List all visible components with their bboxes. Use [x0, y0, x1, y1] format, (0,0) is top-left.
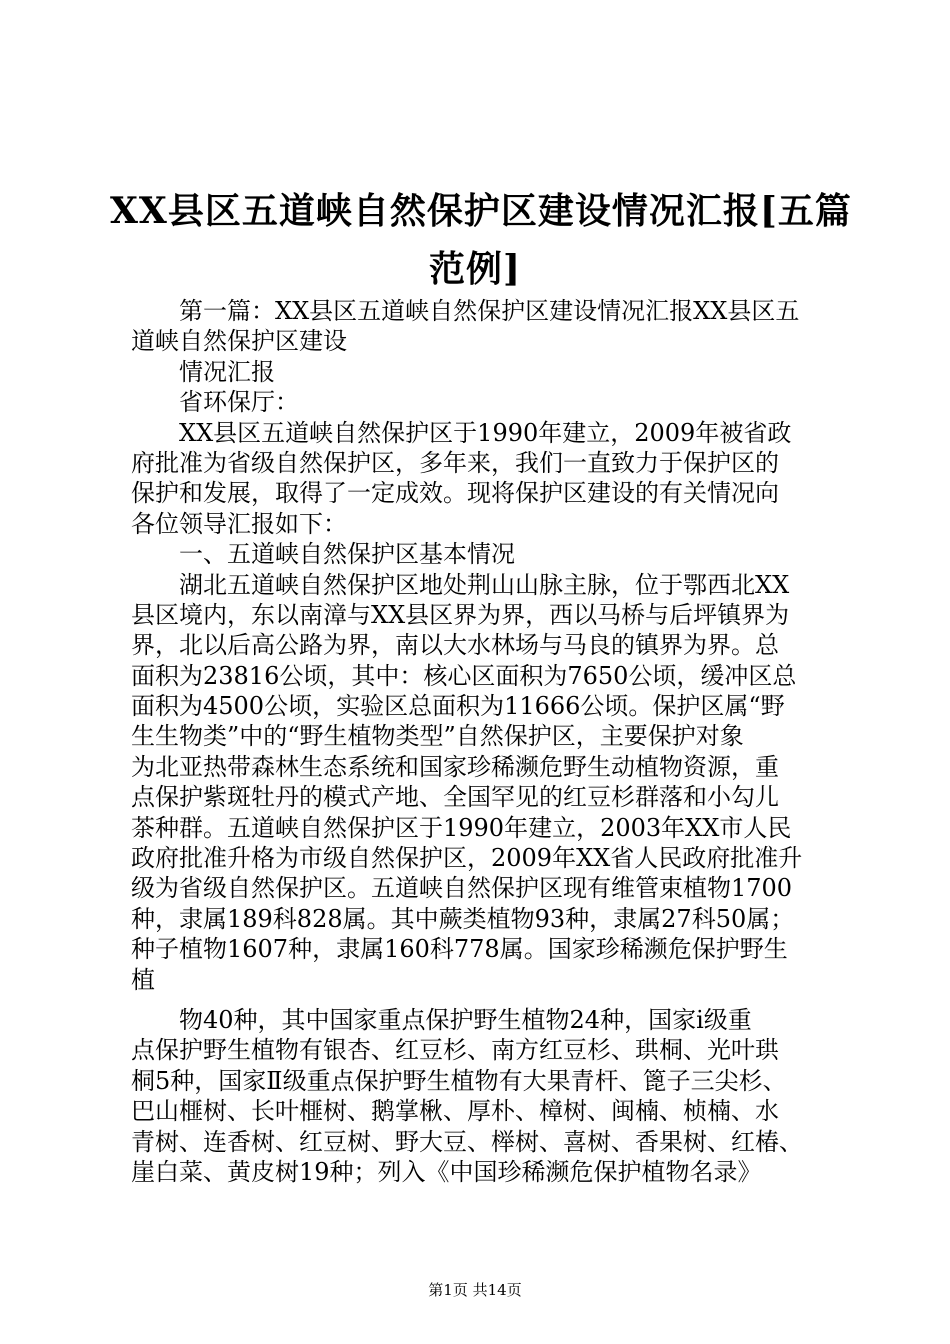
document-title [110, 182, 852, 298]
body-line: XX县区五道峡自然保护区于1990年建立，2009年被省政 [179, 418, 792, 447]
body-line: 县区境内，东以南漳与XX县区界为界，西以马桥与后坪镇界为 [131, 600, 790, 629]
body-line: 崖白菜、黄皮树19种；列入《中国珍稀濒危保护植物名录》 [131, 1157, 762, 1186]
body-line: 第一篇：XX县区五道峡自然保护区建设情况汇报XX县区五 [179, 297, 800, 325]
title-line: XX县区五道峡自然保护区建设情况汇报[五篇 [110, 190, 852, 232]
body-line: 道峡自然保护区建设 [131, 327, 347, 356]
body-line: 级为省级自然保护区。五道峡自然保护区现有维管束植物1700 [131, 874, 793, 903]
body-line: 点保护野生植物有银杏、红豆杉、南方红豆杉、珙桐、光叶珙 [131, 1036, 779, 1065]
body-line: 物40种，其中国家重点保护野生植物24种，国家ⅰ级重 [179, 1005, 752, 1034]
body-line: 政府批准升格为市级自然保护区，2009年XX省人民政府批准升 [131, 844, 803, 873]
body-line: 生生物类”中的“野生植物类型”自然保护区，主要保护对象 [131, 722, 744, 751]
paragraph-gap [131, 995, 831, 1005]
document-body [131, 296, 831, 1187]
body-line: 种，隶属189科828属。其中蕨类植物93种，隶属27科50属； [131, 904, 795, 933]
body-line: 为北亚热带森林生态系统和国家珍稀濒危野生动植物资源，重 [131, 752, 779, 781]
body-line: 点保护紫斑牡丹的模式产地、全国罕见的红豆杉群落和小勾儿 [131, 783, 779, 812]
body-line: 青树、连香树、红豆树、野大豆、榉树、喜树、香果树、红椿、 [131, 1127, 803, 1156]
body-line: 保护和发展，取得了一定成效。现将保护区建设的有关情况向 [131, 479, 779, 508]
body-line: 种子植物1607种，隶属160科778属。国家珍稀濒危保护野生 [131, 935, 788, 964]
body-line: 各位领导汇报如下： [131, 509, 347, 538]
body-line: 情况汇报 [179, 357, 275, 386]
body-line: 面积为4500公顷，实验区总面积为11666公顷。保护区属“野 [131, 692, 785, 721]
body-line: 面积为23816公顷，其中：核心区面积为7650公顷，缓冲区总 [131, 661, 797, 690]
body-line: 府批准为省级自然保护区，多年来，我们一直致力于保护区的 [131, 448, 779, 477]
body-line: 省环保厅： [179, 388, 299, 417]
body-line: 湖北五道峡自然保护区地处荆山山脉主脉，位于鄂西北XX [179, 570, 790, 599]
body-line: 桐5种，国家Ⅱ级重点保护野生植物有大果青杆、篦子三尖杉、 [131, 1066, 787, 1095]
body-line: 植 [131, 965, 155, 994]
body-line: 巴山榧树、长叶榧树、鹅掌楸、厚朴、樟树、闽楠、桢楠、水 [131, 1097, 779, 1126]
body-line: 界，北以后高公路为界，南以大水林场与马良的镇界为界。总 [131, 631, 779, 660]
body-line: 茶种群。五道峡自然保护区于1990年建立，2003年XX市人民 [131, 813, 792, 842]
section-heading: 一、五道峡自然保护区基本情况 [179, 540, 515, 569]
title-line: 范例] [428, 248, 522, 290]
page-footer: 第1页 共14页 [428, 1281, 522, 1299]
